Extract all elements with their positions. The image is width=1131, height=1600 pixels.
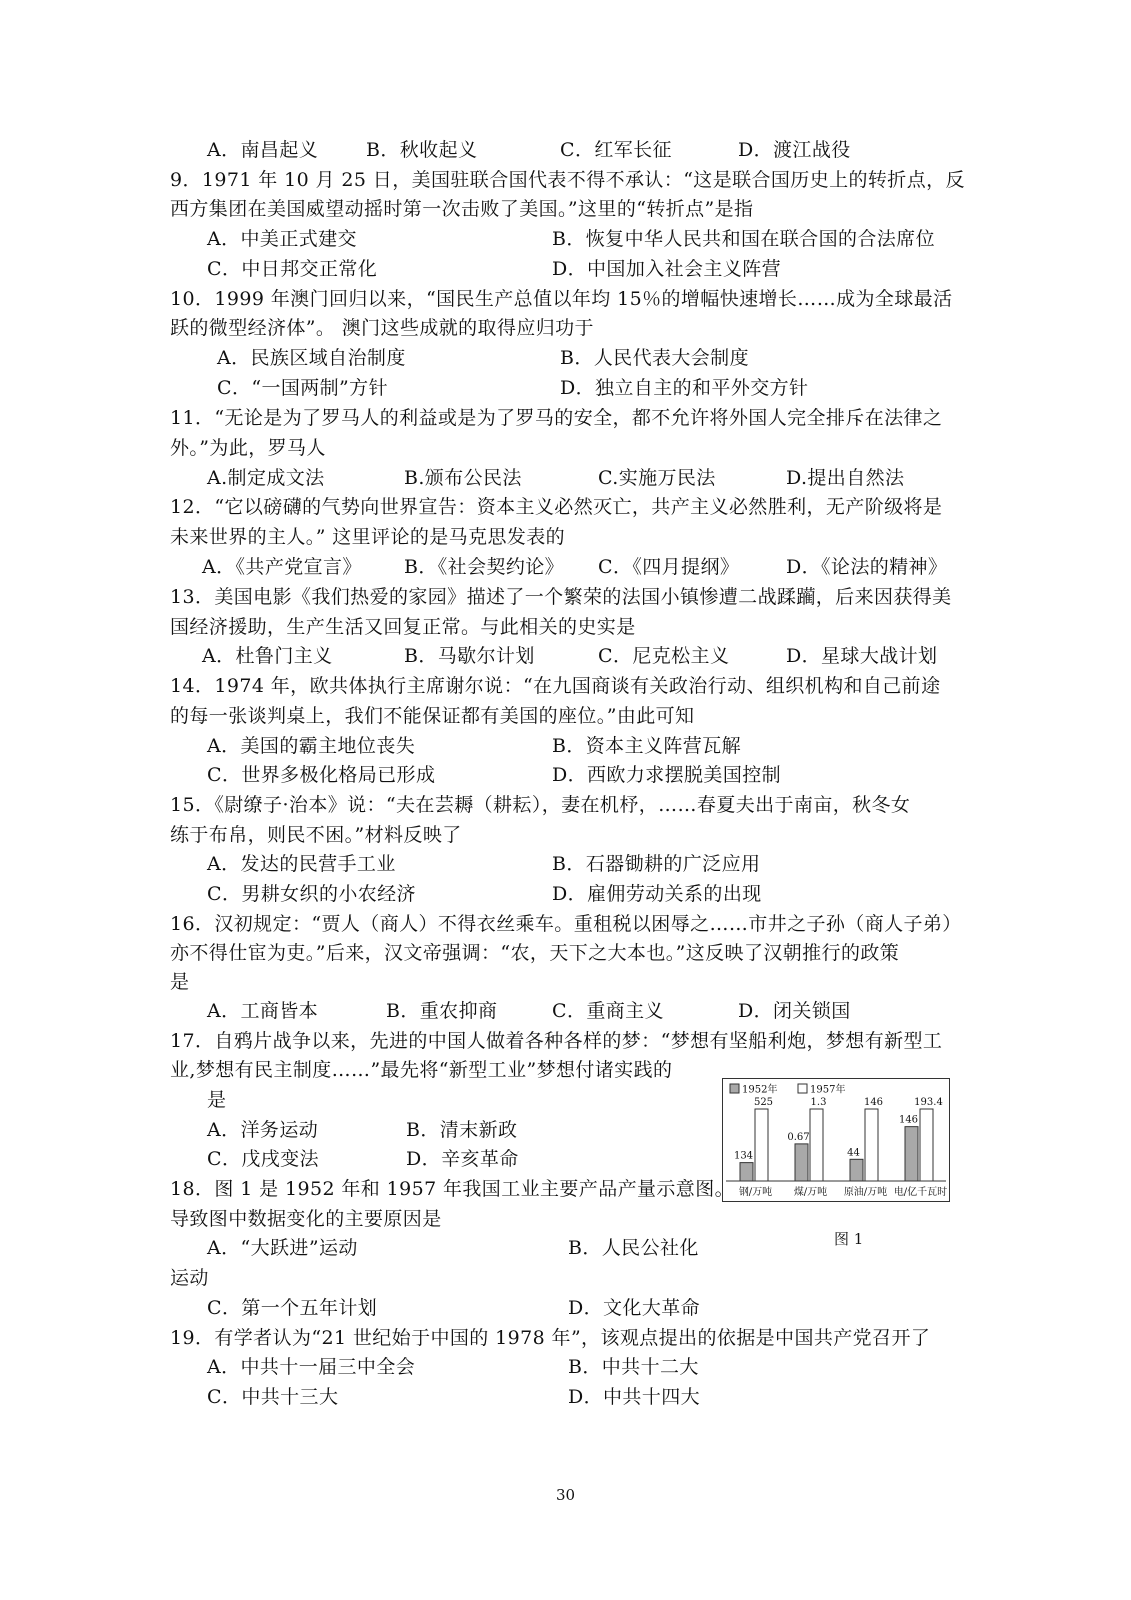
q18-option-a: A．“大跃进”运动	[207, 1237, 358, 1259]
q11-option-c: C.实施万民法	[598, 467, 716, 489]
legend-label-1: 1952年	[742, 1084, 778, 1096]
q10-option-c: C．“一国两制”方针	[217, 377, 388, 399]
q12-option-c: C．《四月提纲》	[598, 556, 740, 578]
q12-option-d: D．《论法的精神》	[786, 556, 948, 578]
q14-stem-line1: 14．1974 年，欧共体执行主席谢尔说：“在九国商谈有关政治行动、组织机构和自己前途	[170, 675, 941, 697]
q9-stem-line2: 西方集团在美国威望动摇时第一次击败了美国。”这里的“转折点”是指	[170, 198, 754, 220]
q19-stem-line1: 19．有学者认为“21 世纪始于中国的 1978 年”，该观点提出的依据是中国共产党召开了	[170, 1327, 931, 1349]
bar-value-label-2-1: 0.67	[787, 1131, 810, 1143]
q17-option-a: A．洋务运动	[207, 1119, 319, 1141]
q18-option-b: B．人民公社化	[568, 1237, 699, 1259]
q19-option-a: A．中共十一届三中全会	[207, 1356, 416, 1378]
q15-stem-line2: 练于布帛，则民不困。”材料反映了	[170, 824, 462, 846]
q9-option-b: B．恢复中华人民共和国在联合国的合法席位	[552, 228, 935, 250]
q13-option-c: C．尼克松主义	[598, 645, 730, 667]
q12-stem-line2: 未来世界的主人。” 这里评论的是马克思发表的	[170, 526, 566, 548]
q11-option-b: B.颁布公民法	[404, 467, 522, 489]
category-label-2: 煤/万吨	[793, 1187, 828, 1198]
q12-stem-line1: 12．“它以磅礴的气势向世界宣告：资本主义必然灭亡，共产主义必然胜利，无产阶级将是	[170, 496, 943, 518]
q14-option-c: C．世界多极化格局已形成	[207, 764, 436, 786]
q19-option-c: C．中共十三大	[207, 1386, 339, 1408]
q10-option-d: D．独立自主的和平外交方针	[560, 377, 809, 399]
q10-stem-line2: 跃的微型经济体”。 澳门这些成就的取得应归功于	[170, 317, 594, 339]
q8-option-c: C．红军长征	[560, 139, 672, 161]
q11-option-a: A.制定成文法	[207, 467, 325, 489]
q9-stem-line1: 9．1971 年 10 月 25 日，美国驻联合国代表不得不承认：“这是联合国历史上的转折点，反	[170, 169, 965, 191]
q14-stem-line2: 的每一张谈判桌上，我们不能保证都有美国的座位。”由此可知	[170, 705, 695, 727]
figure-caption: 图 1	[834, 1230, 864, 1248]
q17-stem-line2: 业,梦想有民主制度……”最先将“新型工业”梦想付诸实践的	[170, 1059, 673, 1081]
q17-stem-line1: 17．自鸦片战争以来，先进的中国人做着各种各样的梦：“梦想有坚船利炮，梦想有新型工	[170, 1030, 943, 1052]
q8-option-d: D．渡江战役	[738, 139, 851, 161]
category-label-1: 钢/万吨	[738, 1187, 773, 1198]
q12-option-a: A．《共产党宣言》	[202, 556, 362, 578]
q15-option-a: A．发达的民营手工业	[207, 853, 396, 875]
legend-swatch-2	[798, 1084, 807, 1093]
bar-4-series-2	[920, 1109, 933, 1181]
bar-2-series-1	[795, 1144, 808, 1181]
q17-stem-line3: 是	[207, 1089, 227, 1111]
q17-option-b: B．清末新政	[406, 1119, 518, 1141]
q11-stem-line2: 外。”为此，罗马人	[170, 437, 326, 459]
category-label-4: 电/亿千瓦时	[893, 1187, 948, 1198]
bar-value-label-3-1: 44	[847, 1147, 860, 1159]
q10-option-a: A．民族区域自治制度	[217, 347, 406, 369]
category-label-3: 原油/万吨	[843, 1187, 888, 1198]
bar-4-series-1	[905, 1127, 918, 1181]
q15-option-d: D．雇佣劳动关系的出现	[552, 883, 762, 905]
q13-option-b: B．马歇尔计划	[404, 645, 535, 667]
bar-value-label-4-1: 146	[898, 1114, 919, 1126]
q18-stem-line2: 导致图中数据变化的主要原因是	[170, 1208, 442, 1230]
figure-1-bar-chart	[722, 1078, 950, 1202]
q12-option-b: B．《社会契约论》	[404, 556, 565, 578]
q14-option-b: B．资本主义阵营瓦解	[552, 735, 741, 757]
q15-option-b: B．石器锄耕的广泛应用	[552, 853, 761, 875]
legend-swatch-1	[730, 1084, 739, 1093]
bar-1-series-2	[755, 1109, 768, 1181]
bar-3-series-1	[850, 1159, 863, 1181]
q10-stem-line1: 10．1999 年澳门回归以来，“国民生产总值以年均 15％的增幅快速增长……成为全球最活	[170, 288, 953, 310]
bar-value-label-1-2: 525	[753, 1097, 774, 1108]
q9-option-a: A．中美正式建交	[207, 228, 357, 250]
q13-option-a: A．杜鲁门主义	[202, 645, 333, 667]
q9-option-d: D．中国加入社会主义阵营	[552, 258, 782, 280]
chart-category-labels	[739, 1185, 947, 1198]
q19-option-d: D．中共十四大	[568, 1386, 701, 1408]
q16-option-b: B．重农抑商	[386, 1000, 498, 1022]
legend-label-2: 1957年	[810, 1084, 846, 1096]
q16-option-d: D．闭关锁国	[738, 1000, 851, 1022]
q16-stem-line3: 是	[170, 971, 190, 993]
q8-option-b: B．秋收起义	[366, 139, 478, 161]
q18-stem-line1: 18．图 1 是 1952 年和 1957 年我国工业主要产品产量示意图。	[170, 1178, 735, 1200]
q11-stem-line1: 11．“无论是为了罗马人的利益或是为了罗马的安全，都不允许将外国人完全排斥在法律之	[170, 407, 943, 429]
bar-value-label-4-2: 193.4	[914, 1097, 943, 1108]
q17-option-d: D．辛亥革命	[406, 1148, 519, 1170]
q10-option-b: B．人民代表大会制度	[560, 347, 749, 369]
q16-stem-line1: 16．汉初规定：“贾人（商人）不得衣丝乘车。重租税以困辱之……市井之子孙（商人子弟）	[170, 913, 962, 935]
q16-option-a: A．工商皆本	[207, 1000, 319, 1022]
q14-option-d: D．西欧力求摆脱美国控制	[552, 764, 782, 786]
bar-2-series-2	[810, 1109, 823, 1181]
q16-option-c: C．重商主义	[552, 1000, 664, 1022]
bar-3-series-2	[865, 1109, 878, 1181]
bar-1-series-1	[740, 1163, 753, 1181]
q13-stem-line2: 国经济援助，生产生活又回复正常。与此相关的史实是	[170, 616, 636, 638]
bar-value-label-1-1: 134	[733, 1150, 754, 1162]
q13-stem-line1: 13．美国电影《我们热爱的家园》描述了一个繁荣的法国小镇惨遭二战蹂躏，后来因获得美	[170, 586, 952, 608]
q11-option-d: D.提出自然法	[786, 467, 905, 489]
q18-option-d: D．文化大革命	[568, 1297, 701, 1319]
q18-option-c: C．第一个五年计划	[207, 1297, 378, 1319]
q15-option-c: C．男耕女织的小农经济	[207, 883, 416, 905]
q8-option-a: A．南昌起义	[207, 139, 319, 161]
q18-option-b-continued: 运动	[170, 1267, 209, 1289]
q13-option-d: D．星球大战计划	[786, 645, 938, 667]
bar-value-label-3-2: 146	[863, 1097, 884, 1108]
q16-stem-line2: 亦不得仕宦为吏。”后来，汉文帝强调：“农，天下之大本也。”这反映了汉朝推行的政策	[170, 942, 900, 964]
bar-value-label-2-2: 1.3	[810, 1097, 827, 1108]
q14-option-a: A．美国的霸主地位丧失	[207, 735, 416, 757]
q15-stem-line1: 15．《尉缭子·治本》说：“夫在芸耨（耕耘），妻在机杼，……春夏夫出于南亩，秋冬女	[170, 794, 911, 816]
q9-option-c: C．中日邦交正常化	[207, 258, 378, 280]
page-number: 30	[555, 1486, 576, 1504]
q19-option-b: B．中共十二大	[568, 1356, 699, 1378]
q17-option-c: C．戊戌变法	[207, 1148, 319, 1170]
